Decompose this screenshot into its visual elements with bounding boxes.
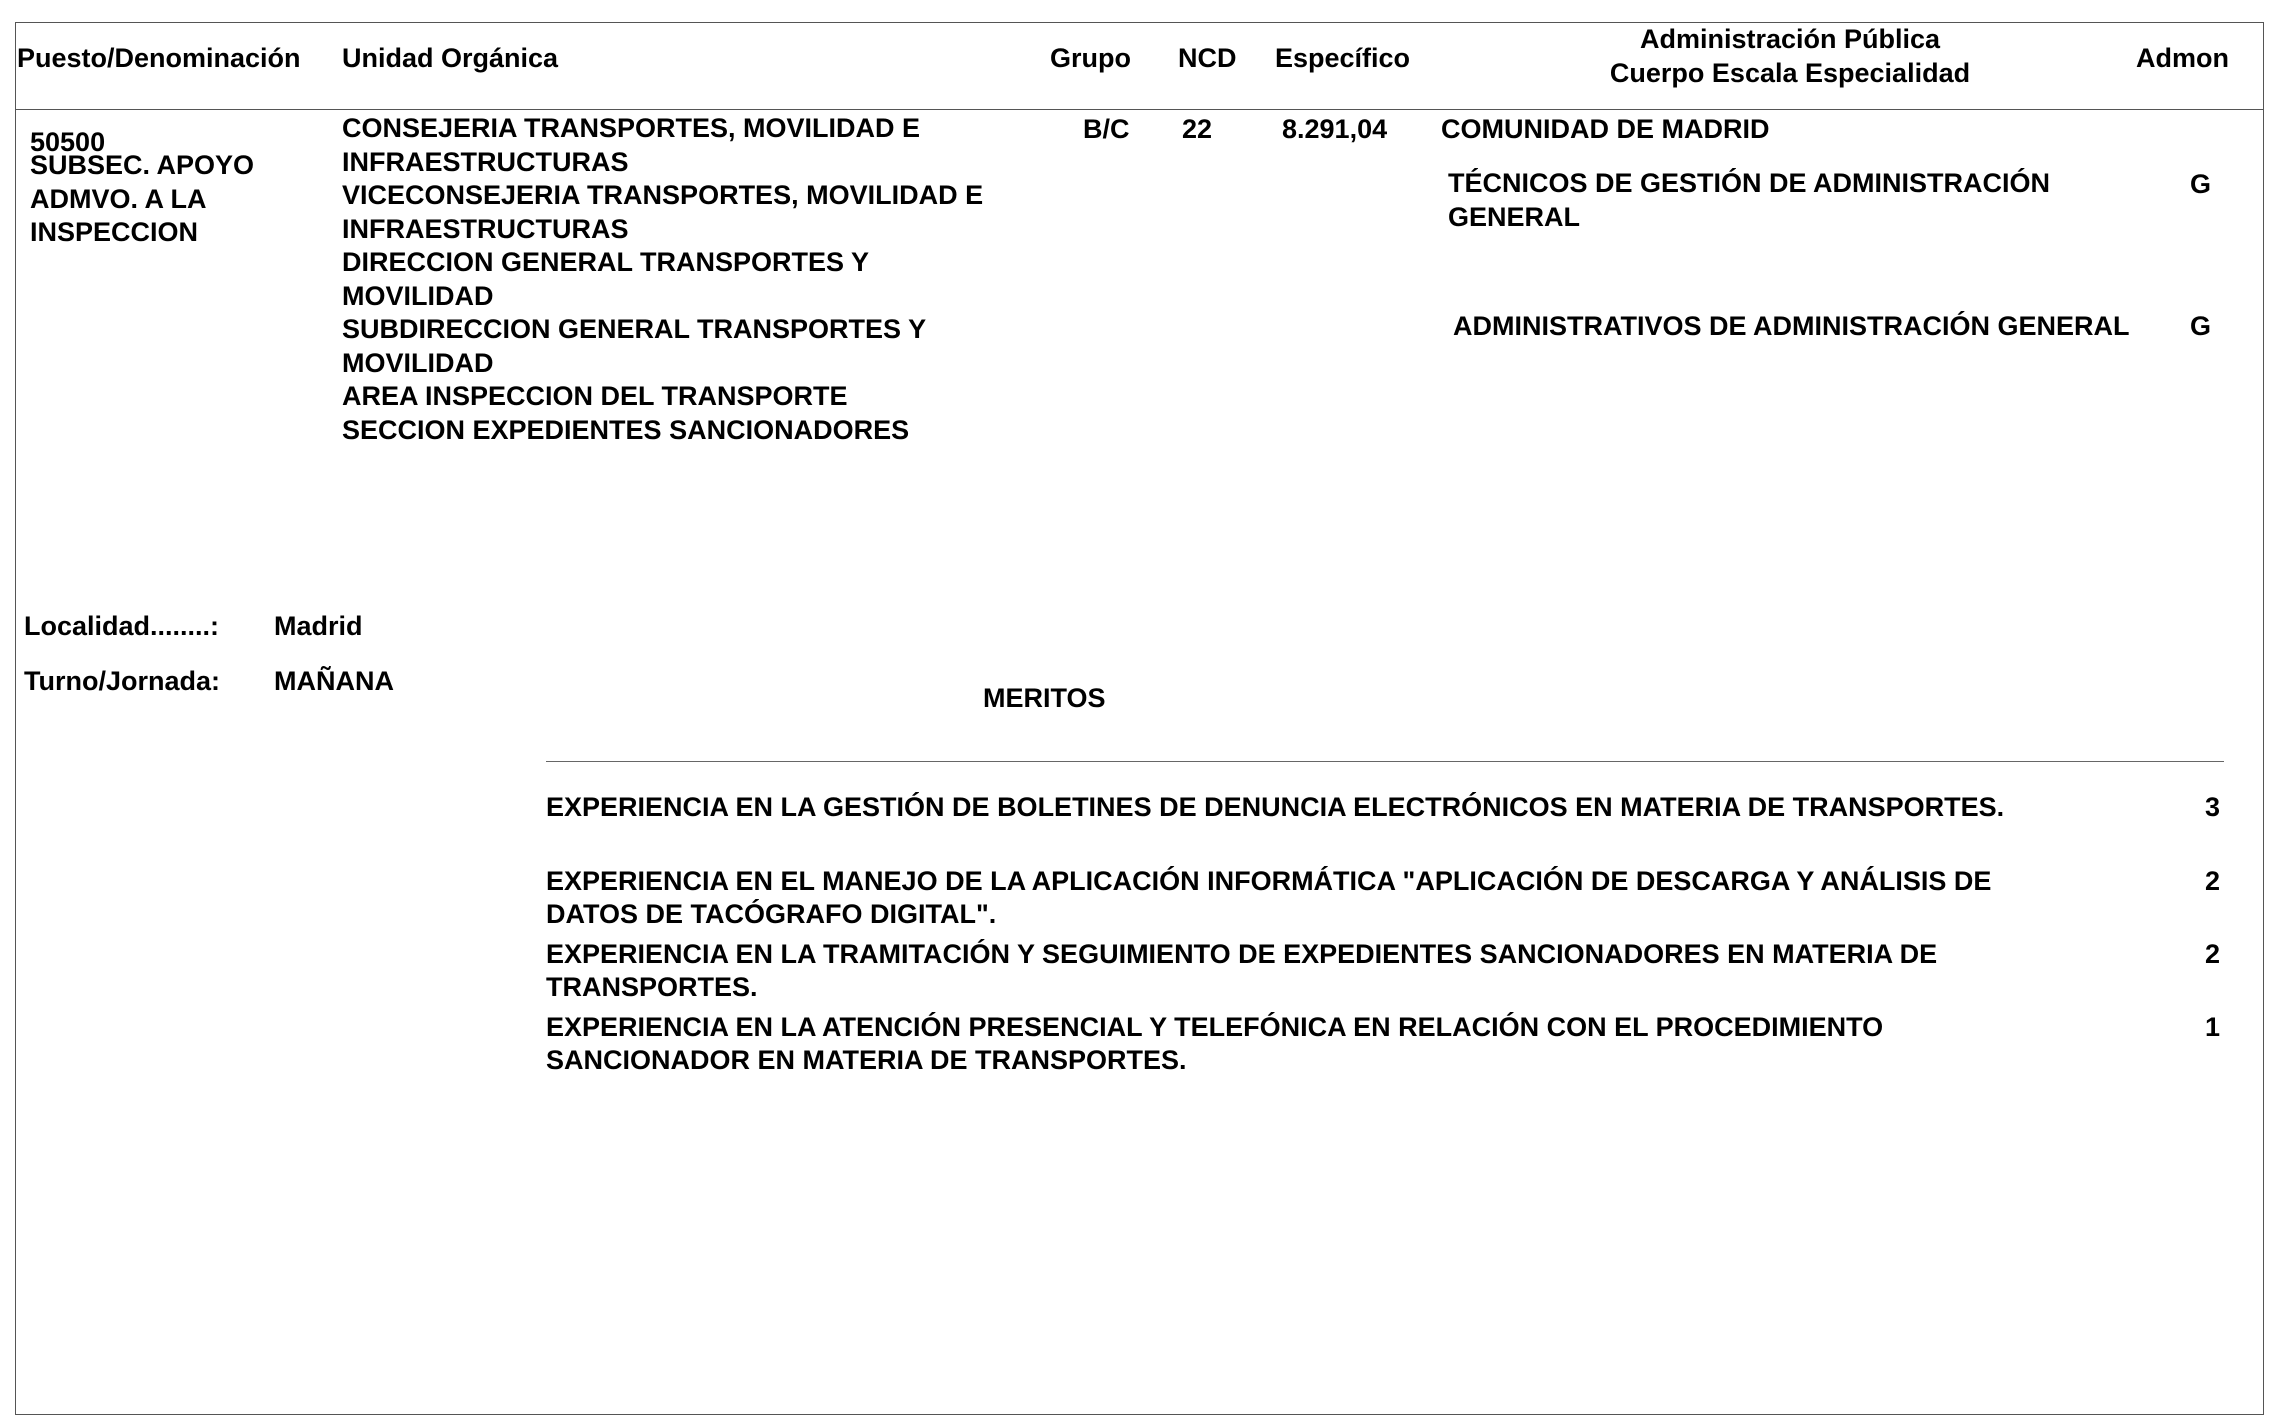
header-puesto: Puesto/Denominación: [17, 43, 301, 73]
unidad-line: MOVILIDAD: [342, 280, 494, 311]
puesto-grupo: B/C: [1083, 114, 1130, 144]
cuerpo-1-admon: G: [2190, 169, 2212, 199]
cuerpo-line: GENERAL: [1448, 201, 1581, 232]
merito-item: EXPERIENCIA EN LA ATENCIÓN PRESENCIAL Y TELEFÓNICA EN RELACIÓN CON EL PROCEDIMIENTO SANCIONADOR EN MATERIA DE TRANSPORTES.: [546, 1012, 1884, 1075]
unidad-line: INFRAESTRUCTURAS: [342, 213, 629, 244]
merito-score: 1: [2204, 1012, 2220, 1042]
merito-score: 3: [2204, 792, 2220, 822]
unidad-organica: [342, 112, 983, 447]
denominacion-line: INSPECCION: [30, 217, 199, 247]
header-especifico: Específico: [1275, 43, 1411, 73]
merito-score: 2: [2204, 866, 2220, 896]
cuerpo-2: ADMINISTRATIVOS DE ADMINISTRACIÓN GENERAL: [1453, 311, 2130, 341]
cuerpo-line: TÉCNICOS DE GESTIÓN DE ADMINISTRACIÓN: [1448, 168, 2051, 198]
localidad-label: Localidad........:: [24, 611, 220, 641]
puesto-codigo: 50500: [30, 127, 106, 157]
cuerpo-1: [1448, 167, 2050, 234]
puesto-administracion: COMUNIDAD DE MADRID: [1441, 114, 1770, 144]
puesto-denominacion: [30, 149, 254, 250]
puesto-ncd: 22: [1182, 114, 1213, 144]
cuerpo-2-admon: G: [2190, 311, 2212, 341]
header-grupo: Grupo: [1050, 43, 1131, 73]
turno-value: MAÑANA: [274, 666, 394, 696]
header-ncd: NCD: [1178, 43, 1237, 73]
header-cuerpo-escala: Cuerpo Escala Especialidad: [1609, 58, 1971, 88]
unidad-line: INFRAESTRUCTURAS: [342, 146, 629, 177]
turno-label: Turno/Jornada:: [24, 666, 221, 696]
merito-item: EXPERIENCIA EN LA TRAMITACIÓN Y SEGUIMIENTO DE EXPEDIENTES SANCIONADORES EN MATERIA DE TRANSPORTES.: [546, 939, 1938, 1002]
denominacion-line: ADMVO. A LA: [30, 183, 207, 214]
unidad-line: CONSEJERIA TRANSPORTES, MOVILIDAD E: [342, 113, 921, 143]
merito-item: EXPERIENCIA EN EL MANEJO DE LA APLICACIÓN INFORMÁTICA "APLICACIÓN DE DESCARGA Y ANÁLISIS DE DATOS DE TACÓGRAFO DIGITAL".: [546, 866, 1992, 929]
header-unidad: Unidad Orgánica: [342, 43, 559, 73]
header-administracion: Administración Pública: [1639, 24, 1941, 54]
unidad-line: DIRECCION GENERAL TRANSPORTES Y: [342, 247, 870, 277]
header-divider: [15, 109, 2264, 110]
unidad-line: VICECONSEJERIA TRANSPORTES, MOVILIDAD E: [342, 180, 984, 210]
unidad-line: AREA INSPECCION DEL TRANSPORTE: [342, 381, 848, 411]
meritos-title: MERITOS: [983, 683, 1106, 713]
localidad-value: Madrid: [274, 611, 363, 641]
denominacion-line: SUBSEC. APOYO: [30, 150, 255, 180]
merito-score: 2: [2204, 939, 2220, 969]
unidad-line: MOVILIDAD: [342, 347, 494, 378]
merito-item: EXPERIENCIA EN LA GESTIÓN DE BOLETINES DE DENUNCIA ELECTRÓNICOS EN MATERIA DE TRANSPORTES.: [546, 792, 2005, 822]
unidad-line: SUBDIRECCION GENERAL TRANSPORTES Y: [342, 314, 927, 344]
header-admon: Admon: [2136, 43, 2229, 73]
meritos-divider: [546, 761, 2224, 762]
unidad-line: SECCION EXPEDIENTES SANCIONADORES: [342, 414, 910, 445]
puesto-especifico: 8.291,04: [1282, 114, 1388, 144]
